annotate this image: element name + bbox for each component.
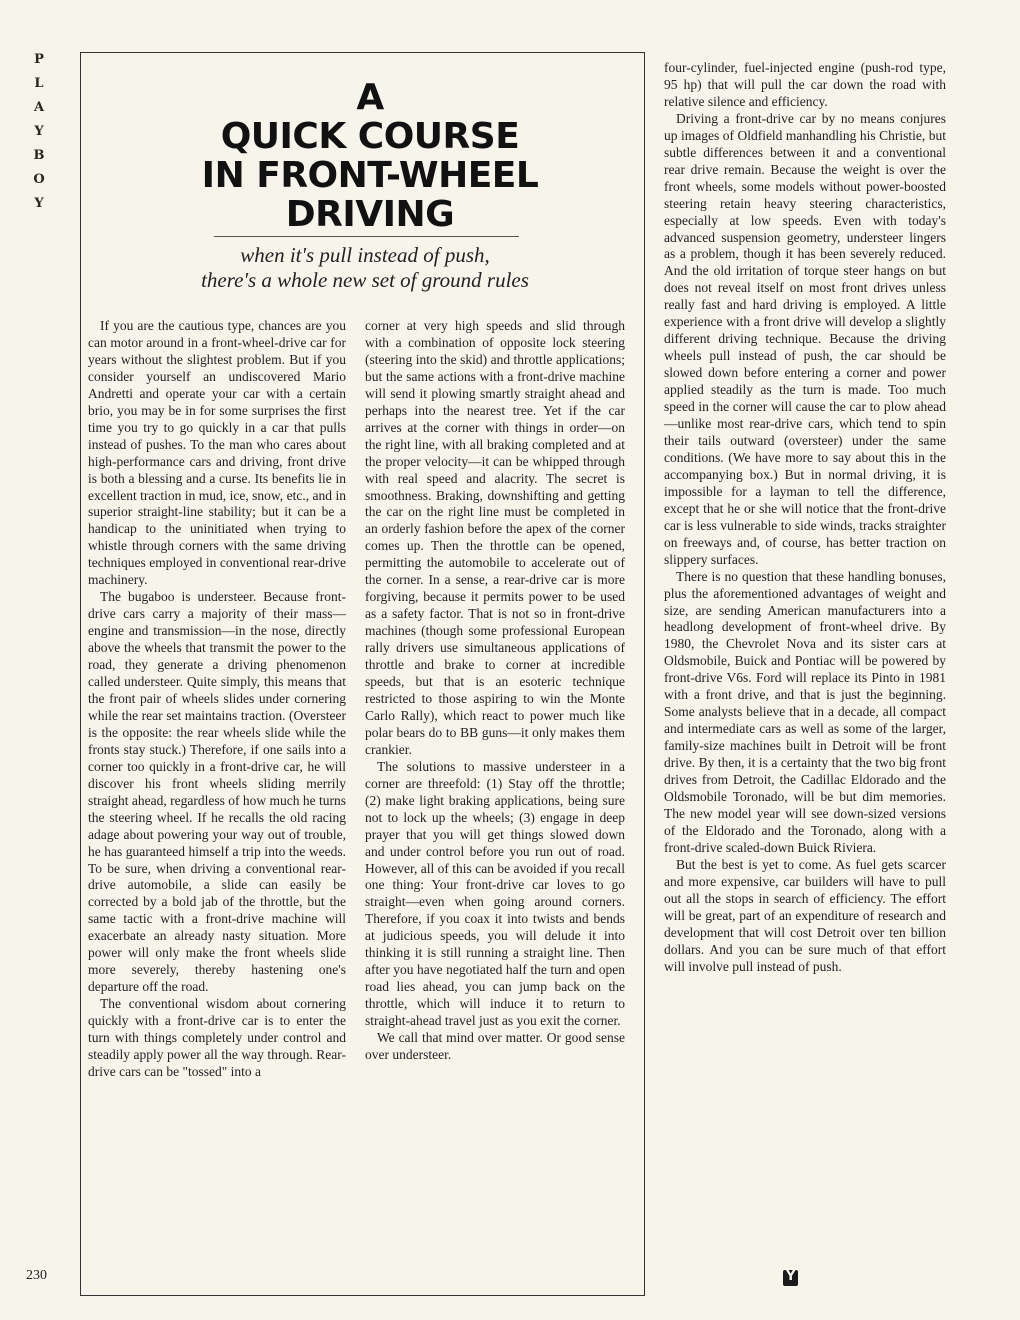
paragraph: There is no question that these handling bonuses, plus the aforementioned advantages of weight and size, are sending American manufacturers into a headlong development of front-wheel drive. By 1980, the Chevrolet Nova and its sister cars at Oldsmobile, Buick and Pontiac will be powered by front-drive V6s. Ford will replace its Pinto in 1981 with a front drive, and that is just the beginning. Some analysts believe that in a decade, all compact and intermediate cars as well as some of the larger, family-size machines built in Detroit will be front drive. By then, it is a certainty that the two big front drives from Detroit, the Cadillac Eldorado and the Oldsmobile Toronado, will be but dim memories. The new model year will see down-sized versions of the Eldorado and the Toronado, along with a front-drive scaled-down Buick Riviera.: [664, 568, 946, 855]
title-line: DRIVING: [285, 194, 455, 235]
paragraph: four-cylinder, fuel-injected engine (push-rod type, 95 hp) that will pull the car down the road with relative silence and efficiency.: [664, 60, 946, 109]
masthead-letter: P: [34, 52, 44, 67]
page-number: 230: [26, 1268, 47, 1283]
paragraph: The conventional wisdom about cornering quickly with a front-drive car is to enter the turn with things completely under control and steadily apply power all the way through. Rear-drive cars can be "tossed" into a: [88, 996, 346, 1079]
title-line: IN FRONT-WHEEL: [201, 155, 539, 196]
paragraph: But the best is yet to come. As fuel gets scarcer and more expensive, car builders will have to pull out all the stops in search of efficiency. The effort will be great, part of an expenditure of research and development that will cost Detroit over ten billion dollars. And you can be sure much of that effort will involve pull instead of push.: [664, 856, 946, 974]
title-divider: [214, 236, 519, 237]
masthead-letter: L: [34, 76, 44, 91]
text-column-1: [88, 318, 346, 1081]
masthead-letter: A: [33, 100, 45, 115]
end-of-article-icon: [783, 1270, 798, 1286]
subtitle-line: there's a whole new set of ground rules: [201, 268, 529, 292]
subtitle-line: when it's pull instead of push,: [240, 243, 490, 267]
title-line: QUICK COURSE: [220, 116, 520, 157]
paragraph: Driving a front-drive car by no means conjures up images of Oldfield manhandling his Christie, but subtle differences between it and a conventional rear drive remain. Because the weight is over the front wheels, some models without power-boosted steering retain heavy steering characteristics, especially at low speeds. Even with today's advanced suspension geometry, understeer lingers as a problem, though it has been severely reduced. And the old irritation of torque steer hangs on but does not reveal itself on most front drives unless really fast and hard driving is employed. A little experience with a front drive will develop a slightly different driving technique. Because the driving wheels pull instead of push, the car should be slowed down before entering a corner and power applied steadily as the turn is made. Too much speed in the corner will cause the car to plow ahead—unlike most rear-drive cars, which tend to spin their tails outward (oversteer) under the same conditions. (We have more to say about this in the accompanying box.) But in normal driving, it is impossible for a layman to tell the difference, except that he or she will notice that the front-drive car is less vulnerable to side winds, tracks straighter on freeways and, of course, has better traction on slippery surfaces.: [664, 110, 946, 567]
paragraph: We call that mind over matter. Or good sense over understeer.: [365, 1030, 625, 1062]
masthead-letter: B: [33, 148, 45, 163]
paragraph: The solutions to massive understeer in a corner are threefold: (1) Stay off the throttle; (2) make light braking applications, being sure not to lock up the wheels; (3) engage in deep prayer that you will get things slowed down and under control before you run out of road. However, all of this can be avoided if you recall one thing: Your front-drive car loves to go straight—even when going around corners. Therefore, if you coax it into twists and bends at judicious speeds, you will delude it into thinking it is still running a straight line. Then after you have negotiated half the turn and open road lies ahead, you can jump back on the throttle, which will induce it to return to straight-ahead travel just as you exit the corner.: [365, 758, 625, 1029]
paragraph: The bugaboo is understeer. Because front-drive cars carry a majority of their mass—engine and transmission—in the nose, directly above the wheels that transmit the power to the road, they generate a driving phenomenon called understeer. Quite simply, this means that the front pair of wheels slides under cornering while the rear set maintains traction. (Oversteer is the opposite: the rear wheels slide while the fronts stay stuck.) Therefore, if one sails into a corner too quickly in a front-drive car, he will discover his front wheels sliding merrily straight ahead, regardless of how much he turns the steering wheel. If he recalls the old racing adage about powering your way out of trouble, he has guaranteed himself a trip into the weeds. To be sure, when driving a conventional rear-drive automobile, a slide can easily be corrected by a bold jab of the throttle, but the same tactic with a front-drive machine will exacerbate an already nasty situation. More power will only make the front wheels slide more severely, thereby hastening one's departure off the road.: [88, 589, 346, 995]
masthead-letter: O: [33, 172, 45, 187]
article-title: [160, 78, 580, 234]
paragraph: corner at very high speeds and slid through with a combination of opposite lock steering (steering into the skid) and throttle applications; but the same actions with a front-drive machine will send it plowing smartly straight ahead and perhaps into the nearest tree. Yet if the car arrives at the corner with things in order—on the right line, with all braking completed and at the proper velocity—it can be whipped through with real speed and alacrity. The secret is smoothness. Braking, downshifting and getting the car on the right line must be completed in an orderly fashion before the apex of the corner comes up. Then the throttle can be opened, permitting the automobile to accelerate out of the corner. In a sense, a rear-drive car is more forgiving, because it permits power to be used as a safety factor. That is not so in front-drive machines (though some professional European rally drivers use simultaneous applications of throttle and brake to corner at incredible speeds, but that is an esoteric technique restricted to those aspiring to win the Monte Carlo Rally), which react to power much like polar bears do to BB guns—it only makes them crankier.: [365, 318, 625, 757]
paragraph: If you are the cautious type, chances are you can motor around in a front-wheel-drive car for years without the slightest problem. But if you consider yourself an undiscovered Mario Andretti and operate your car with a certain brio, you may be in for some surprises the first time you try to go quickly in a car that pulls instead of pushes. To the man who cares about high-performance cars and driving, front drive is both a blessing and a curse. Its benefits lie in excellent traction in mud, ice, snow, etc., and in superior straight-line stability; but it can be a handicap to the uninitiated when trying to whistle through corners with the same driving techniques employed in conventional rear-drive machinery.: [88, 318, 346, 588]
title-line: A: [356, 77, 384, 118]
text-column-3: [664, 60, 946, 975]
text-column-2: [365, 318, 625, 1064]
masthead-letter: Y: [34, 196, 44, 211]
article-subtitle: [175, 243, 555, 293]
masthead-vertical: [28, 48, 50, 216]
masthead-letter: Y: [34, 124, 44, 139]
